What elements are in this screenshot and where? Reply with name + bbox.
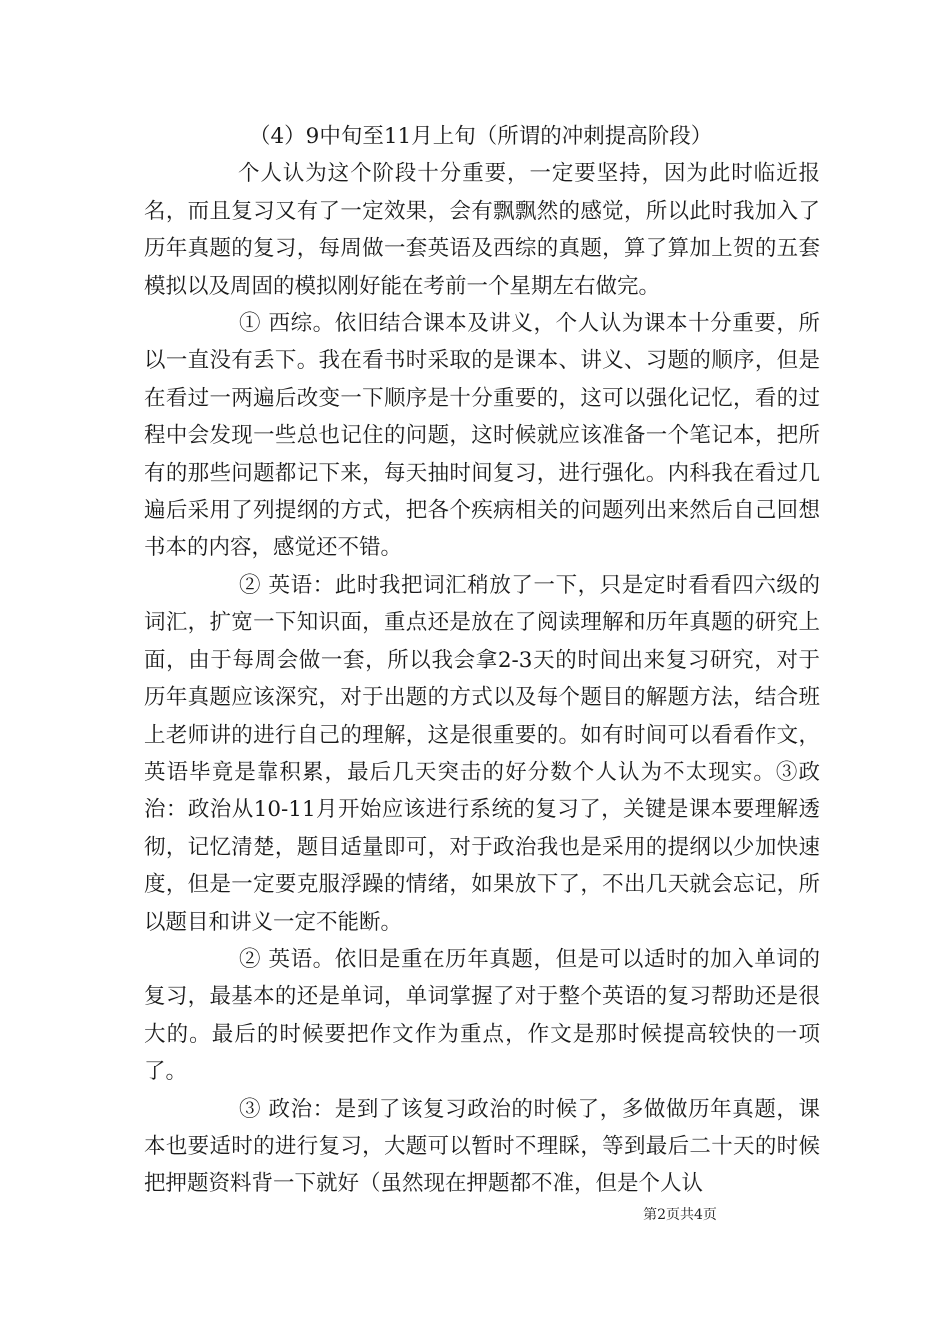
page-footer <box>0 1206 950 1224</box>
document-body <box>144 118 820 1203</box>
paragraph-intro: 个人认为这个阶段十分重要，一定要坚持，因为此时临近报名，而且复习又有了一定效果，会有飘飘然的感觉，所以此时我加入了历年真题的复习，每周做一套英语及西综的真题，算了算加上贺的五套模拟以及周固的模拟刚好能在考前一个星期左右做完。 <box>144 161 820 299</box>
paragraph-english-politics: ② 英语：此时我把词汇稍放了一下，只是定时看看四六级的词汇，扩宽一下知识面，重点还是放在了阅读理解和历年真题的研究上面，由于每周会做一套，所以我会拿2-3天的时间出来复习研究，对于历年真题应该深究，对于出题的方式以及每个题目的解题方法，结合班上老师讲的进行自己的理解，这是很重要的。如有时间可以看看作文，英语毕竟是靠积累，最后几天突击的好分数个人认为不太现实。③政治：政治从10-11月开始应该进行系统的复习了，关键是课本要理解透彻，记忆清楚，题目适量即可，对于政治我也是采用的提纲以少加快速度，但是一定要克服浮躁的情绪，如果放下了，不出几天就会忘记，所以题目和讲义一定不能断。 <box>144 572 820 935</box>
page-number: 第2页共4页 <box>643 1207 717 1223</box>
section-heading: （4）9中旬至11月上旬（所谓的冲刺提高阶段） <box>249 124 713 149</box>
paragraph-western-medicine: ① 西综。依旧结合课本及讲义，个人认为课本十分重要，所以一直没有丢下。我在看书时采取的是课本、讲义、习题的顺序，但是在看过一两遍后改变一下顺序是十分重要的，这可以强化记忆，看的过程中会发现一些总也记住的问题，这时候就应该准备一个笔记本，把所有的那些问题都记下来，每天抽时间复习，进行强化。内科我在看过几遍后采用了列提纲的方式，把各个疾病相关的问题列出来然后自己回想书本的内容，感觉还不错。 <box>144 311 820 561</box>
paragraph-politics: ③ 政治：是到了该复习政治的时候了，多做做历年真题，课本也要适时的进行复习，大题可以暂时不理睬，等到最后二十天的时候把押题资料背一下就好（虽然现在押题都不准，但是个人认 <box>144 1096 820 1197</box>
paragraph-english: ② 英语。依旧是重在历年真题，但是可以适时的加入单词的复习，最基本的还是单词，单词掌握了对于整个英语的复习帮助还是很大的。最后的时候要把作文作为重点，作文是那时候提高较快的一项了。 <box>144 946 820 1085</box>
